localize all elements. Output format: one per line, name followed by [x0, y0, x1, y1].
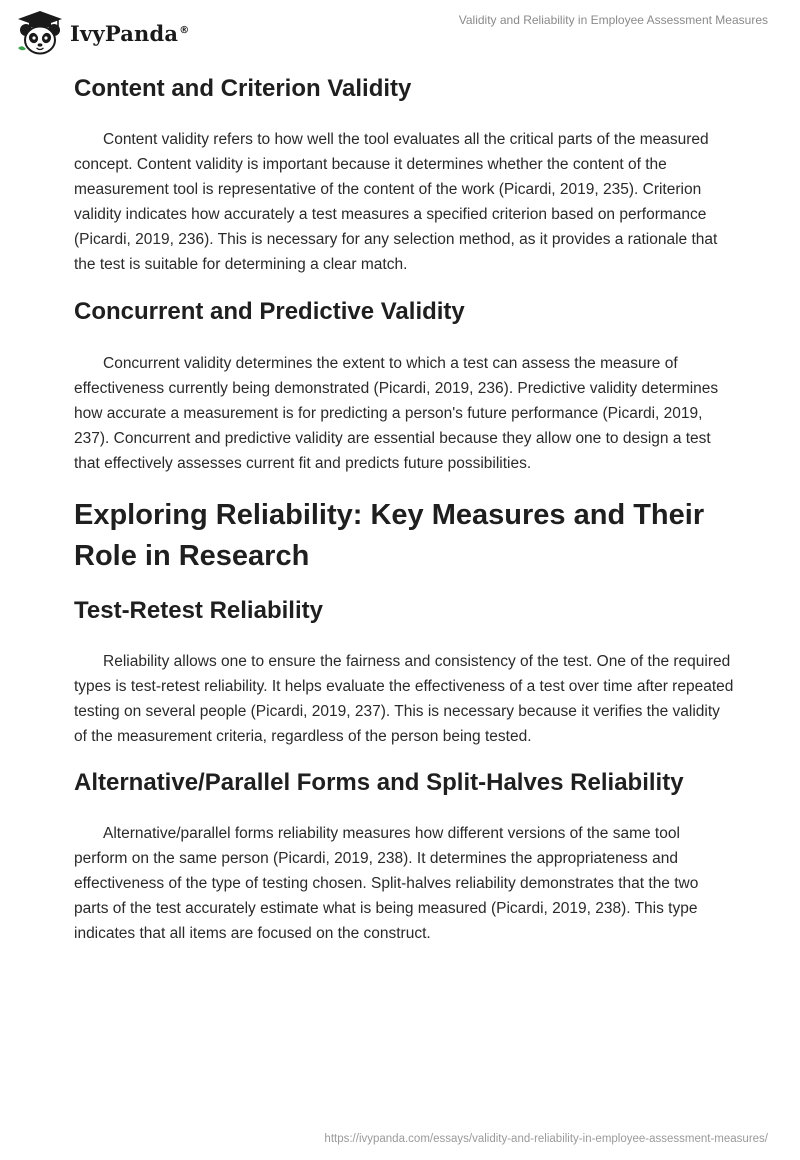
article-body: [74, 74, 734, 946]
heading-concurrent-predictive-validity: Concurrent and Predictive Validity: [74, 298, 465, 325]
source-url-link[interactable]: https://ivypanda.com/essays/validity-and-reliability-in-employee-assessment-measures/: [324, 1133, 768, 1145]
heading-test-retest-reliability: Test-Retest Reliability: [74, 597, 323, 624]
paragraph-test-retest-reliability: Reliability allows one to ensure the fairness and consistency of the test. One of the required types is test-retest reliability. It helps evaluate the effectiveness of a test over time after repeated testing on several people (Picardi, 2019, 237). This is necessary because it verifies the validity of the measurement criteria, regardless of the person being tested.: [74, 653, 734, 745]
document-title: Validity and Reliability in Employee Assessment Measures: [458, 13, 768, 27]
registered-mark: ®: [179, 24, 190, 36]
paragraph-parallel-split-reliability: Alternative/parallel forms reliability measures how different versions of the same tool perform on the same person (Picardi, 2019, 238). It determines the appropriateness and effectiveness of the type of testing chosen. Split-halves reliability demonstrates that the two parts of the test accurately estimate what is being measured (Picardi, 2019, 238). This type indicates that all items are focused on the construct.: [74, 825, 699, 942]
heading-parallel-split-reliability: Alternative/Parallel Forms and Split-Halves Reliability: [74, 769, 684, 796]
brand-name: IvyPanda®: [70, 20, 190, 46]
panda-graduate-icon: [14, 8, 66, 58]
heading-content-criterion-validity: Content and Criterion Validity: [74, 75, 412, 102]
paragraph-content-criterion-validity: Content validity refers to how well the tool evaluates all the critical parts of the measured concept. Content validity is important because it determines whether the content of the measurement tool is representative of the content of the work (Picardi, 2019, 235). Criterion validity indicates how accurately a test measures a specified criterion based on performance (Picardi, 2019, 236). This is necessary for any selection method, as it provides a rationale that the test is suitable for determining a clear match.: [74, 131, 718, 273]
heading-exploring-reliability: Exploring Reliability: Key Measures and Their Role in Research: [74, 499, 705, 572]
paragraph-concurrent-predictive-validity: Concurrent validity determines the extent to which a test can assess the measure of effectiveness currently being demonstrated (Picardi, 2019, 236). Predictive validity determines how accurate a measurement is for predicting a person's future performance (Picardi, 2019, 237). Concurrent and predictive validity are essential because they allow one to design a test that effectively assesses current fit and predicts future possibilities.: [74, 355, 719, 472]
page-header: [0, 0, 800, 64]
brand-logo[interactable]: [14, 8, 189, 58]
